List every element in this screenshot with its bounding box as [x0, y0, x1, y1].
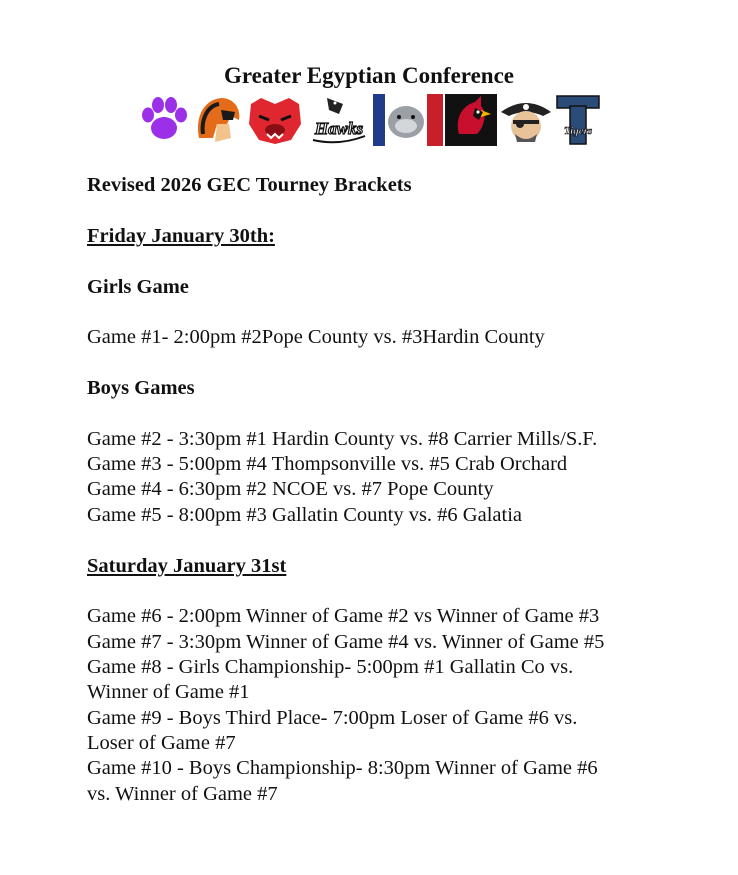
game-line: Game #10 - Boys Championship- 8:30pm Winner of Game #6 — [87, 757, 598, 779]
game-line: Game #8 - Girls Championship- 5:00pm #1 Gallatin Co vs. — [87, 656, 574, 678]
game-line: Game #4 - 6:30pm #2 NCOE vs. #7 Pope County — [87, 478, 494, 500]
tigers-wordmark: Tigers — [563, 125, 593, 137]
red-bulldog-logo — [245, 94, 305, 146]
panther-logo — [373, 94, 443, 146]
girls-game-heading: Girls Game — [87, 276, 189, 298]
game-line: Game #3 - 5:00pm #4 Thompsonville vs. #5 Crab Orchard — [87, 453, 568, 475]
game-line: Game #1- 2:00pm #2Pope County vs. #3Hardin County — [87, 326, 545, 348]
game-line: Game #2 - 3:30pm #1 Hardin County vs. #8 Carrier Mills/S.F. — [87, 428, 598, 450]
friday-date-heading: Friday January 30th: — [87, 225, 275, 247]
tigers-t-logo — [555, 94, 601, 146]
hawks-wordmark: Hawks — [314, 119, 364, 138]
boys-games-heading: Boys Games — [87, 377, 195, 399]
spartan-logo — [191, 94, 243, 146]
pirate-logo — [499, 94, 553, 146]
game-line: Loser of Game #7 — [87, 732, 236, 754]
paw-logo — [139, 94, 189, 146]
game-line: Winner of Game #1 — [87, 681, 250, 703]
game-line: Game #5 - 8:00pm #3 Gallatin County vs. #6 Galatia — [87, 504, 522, 526]
team-logos-row — [139, 94, 601, 146]
page-heading: Revised 2026 GEC Tourney Brackets — [87, 174, 412, 196]
conference-title: Greater Egyptian Conference — [223, 63, 514, 88]
game-line: Game #6 - 2:00pm Winner of Game #2 vs Winner of Game #3 — [87, 605, 600, 627]
game-line: vs. Winner of Game #7 — [87, 783, 278, 805]
cardinal-logo — [445, 94, 497, 146]
game-line: Game #7 - 3:30pm Winner of Game #4 vs. Winner of Game #5 — [87, 631, 605, 653]
saturday-date-heading: Saturday January 31st — [87, 555, 287, 577]
game-line: Game #9 - Boys Third Place- 7:00pm Loser of Game #6 vs. — [87, 707, 578, 729]
hawks-logo — [307, 94, 371, 146]
